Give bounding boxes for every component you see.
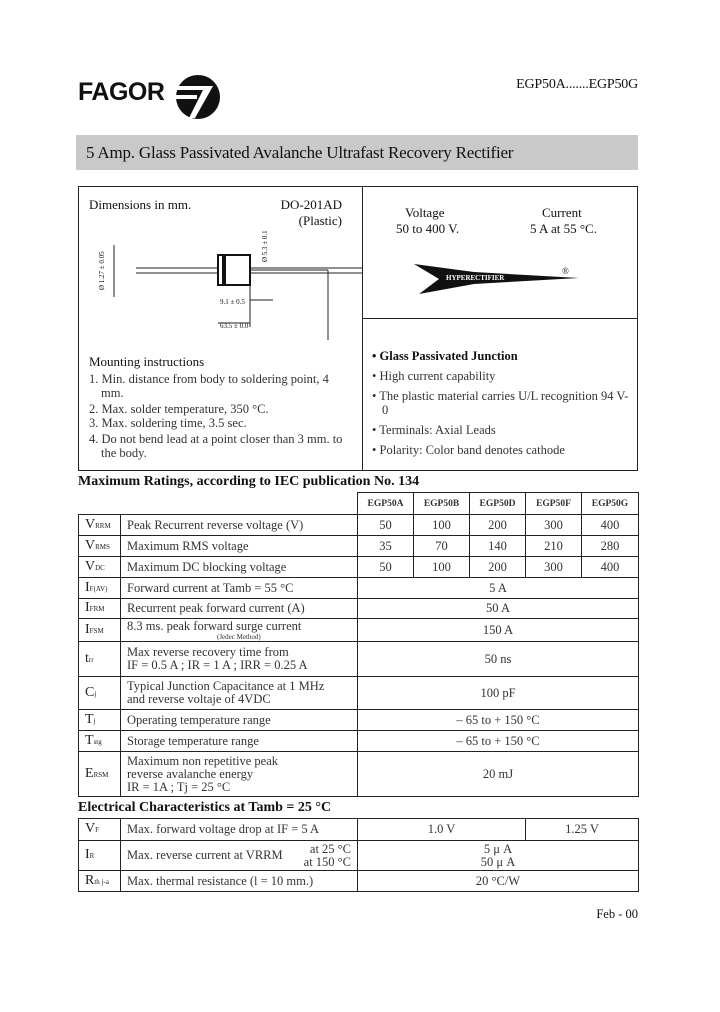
condition: at 25 °C: [309, 841, 351, 856]
mounting-item: 4. Do not bend lead at a point closer than 3 mm. to the body.: [89, 432, 343, 460]
table-row: [79, 599, 639, 619]
page-title: 5 Amp. Glass Passivated Avalanche Ultrafast Recovery Rectifier: [86, 143, 514, 162]
brand-logo: [78, 78, 164, 107]
value-cell: 140: [470, 536, 526, 557]
value-cell: 400: [582, 557, 639, 578]
trademark-text: HYPERECTIFIER: [446, 274, 505, 282]
symbol: t: [85, 650, 89, 666]
table-row: [79, 841, 639, 871]
description-line: IR = 1A ; Tj = 25 °C: [127, 779, 231, 794]
condition: at 150 °C: [303, 854, 351, 869]
value-cell: 50: [358, 515, 414, 536]
symbol-cell: [79, 752, 121, 797]
description-line: IF = 0.5 A ; IR = 1 A ; IRR = 0.25 A: [127, 658, 308, 672]
description-line: (Jedec Method): [217, 632, 261, 641]
mounting-item: 2. Max. solder temperature, 350 °C.: [89, 402, 269, 416]
description: Recurrent peak forward current (A): [127, 601, 305, 615]
symbol-cell: [79, 710, 121, 731]
description-cell: [121, 731, 358, 752]
max-ratings-title: Maximum Ratings, according to IEC publication No. 134: [78, 474, 420, 489]
symbol-subscript: rr: [88, 655, 94, 664]
electrical-title: Electrical Characteristics at Tamb = 25 °C: [78, 800, 332, 815]
part-range: EGP50A.......EGP50G: [516, 77, 638, 92]
description: Max reverse recovery time from: [127, 645, 289, 659]
description-cell: [121, 710, 358, 731]
dim-diameter: Ø 1.27 ± 0.05: [98, 251, 106, 290]
value-cell: 20 mJ: [358, 752, 639, 797]
symbol: E: [85, 765, 94, 781]
symbol: T: [85, 732, 94, 748]
symbol-cell: [79, 677, 121, 710]
table-row: [79, 731, 639, 752]
value-cell: 100: [414, 557, 470, 578]
dim-body-dia: Ø 5.3 ± 0.1: [261, 230, 269, 262]
divider: [362, 318, 638, 319]
dim-body-len: 9.1 ± 0.5: [220, 298, 245, 306]
description: Max. forward voltage drop at IF = 5 A: [127, 822, 320, 836]
value: 5 μ A: [483, 841, 513, 856]
symbol-subscript: F: [95, 826, 100, 834]
table-row: [79, 871, 639, 892]
value-cell: 50: [358, 557, 414, 578]
description: Storage temperature range: [127, 733, 259, 748]
table-row: [79, 557, 639, 578]
title-bar: [76, 135, 638, 170]
value-cell: 1.25 V: [526, 819, 639, 841]
symbol-subscript: F(AV): [89, 584, 108, 593]
symbol-cell: [79, 841, 121, 871]
current-value: 5 A at 55 °C.: [530, 221, 597, 236]
date-footer: Feb - 00: [596, 907, 638, 921]
symbol-subscript: stg: [93, 737, 102, 746]
value-cell: 5 A: [358, 578, 639, 599]
value-cell: 200: [470, 515, 526, 536]
symbol-subscript: DC: [95, 563, 105, 572]
symbol-cell: [79, 619, 121, 642]
symbol-subscript: RSM: [93, 770, 109, 779]
symbol-subscript: j: [94, 689, 97, 698]
features-list: [372, 349, 632, 463]
description-cell: [121, 536, 358, 557]
feature-item: • Terminals: Axial Leads: [372, 423, 496, 437]
value-cell: 400: [582, 515, 639, 536]
symbol: I: [85, 600, 90, 615]
description: Typical Junction Capacitance at 1 MHz: [127, 679, 325, 693]
dimensions-label: Dimensions in mm.: [89, 197, 192, 212]
mounting-item: 1. Min. distance from body to soldering point, 4 mm.: [89, 372, 329, 400]
symbol: I: [85, 621, 90, 637]
value-cell: – 65 to + 150 °C: [358, 731, 639, 752]
value-cell: – 65 to + 150 °C: [358, 710, 639, 731]
mounting-title: Mounting instructions: [89, 354, 205, 369]
symbol: I: [85, 579, 90, 595]
value-cell: 100 pF: [358, 677, 639, 710]
description: Maximum non repetitive peak: [127, 753, 279, 768]
symbol-subscript: FRM: [89, 605, 105, 613]
symbol: V: [85, 821, 96, 836]
value-cell: 200: [470, 557, 526, 578]
symbol: V: [85, 516, 96, 532]
value-cell: 150 A: [358, 619, 639, 642]
symbol-subscript: FSM: [89, 626, 104, 635]
description: Forward current at Tamb = 55 °C: [127, 580, 294, 595]
description-wrap: [127, 843, 351, 869]
symbol-cell: [79, 871, 121, 892]
table-row: [79, 642, 639, 677]
table-row: [79, 578, 639, 599]
description: Operating temperature range: [127, 712, 271, 727]
description: Peak Recurrent reverse voltage (V): [127, 517, 304, 532]
package-name: DO-201AD: [280, 197, 342, 212]
voltage-value: 50 to 400 V.: [396, 221, 460, 236]
value-cell: 300: [526, 557, 582, 578]
symbol-cell: [79, 819, 121, 841]
column-header: EGP50A: [358, 493, 414, 515]
symbol-subscript: RRM: [95, 521, 111, 530]
value-cell: 50 ns: [358, 642, 639, 677]
description: 8.3 ms. peak forward surge current: [127, 618, 302, 633]
table-row: [79, 619, 639, 642]
fagor-logo-icon: [175, 74, 221, 120]
conditions: [304, 843, 351, 869]
column-header: EGP50D: [470, 493, 526, 515]
mounting-item: 3. Max. soldering time, 3.5 sec.: [89, 416, 247, 430]
symbol-cell: [79, 578, 121, 599]
current-label: Current: [542, 205, 582, 220]
value-cell: 1.0 V: [358, 819, 526, 841]
value-cell: 20 °C/W: [358, 871, 639, 892]
description: Max. thermal resistance (l = 10 mm.): [127, 873, 314, 888]
symbol: V: [85, 537, 96, 553]
column-header: EGP50G: [582, 493, 639, 515]
description-cell: [121, 578, 358, 599]
description: Maximum RMS voltage: [127, 538, 249, 553]
column-header: EGP50F: [526, 493, 582, 515]
mounting-list: [89, 372, 351, 462]
description-cell: [121, 619, 358, 642]
value-cell: 70: [414, 536, 470, 557]
table-row: [79, 752, 639, 797]
description-cell: [121, 841, 358, 871]
value-cell: [358, 841, 639, 871]
value-cell: 50 A: [358, 599, 639, 619]
description: Maximum DC blocking voltage: [127, 559, 287, 574]
registered-mark: ®: [562, 266, 569, 276]
table-row: [79, 710, 639, 731]
description-cell: [121, 871, 358, 892]
brand-name: FAGOR: [78, 78, 165, 106]
value-cell: 300: [526, 515, 582, 536]
symbol-cell: [79, 515, 121, 536]
value-cell: 280: [582, 536, 639, 557]
symbol: I: [85, 847, 90, 862]
table-row: [79, 819, 639, 841]
description-cell: [121, 752, 358, 797]
value-cell: 35: [358, 536, 414, 557]
symbol-subscript: j: [93, 716, 96, 725]
description-cell: [121, 557, 358, 578]
feature-item: • Glass Passivated Junction: [372, 349, 518, 363]
table-row: [79, 536, 639, 557]
electrical-table: [78, 818, 639, 892]
feature-item: • High current capability: [372, 369, 496, 383]
value-cell: 210: [526, 536, 582, 557]
feature-item: • Polarity: Color band denotes cathode: [372, 443, 565, 457]
description-cell: [121, 819, 358, 841]
value: 50 μ A: [480, 854, 516, 869]
voltage-label: Voltage: [405, 205, 445, 220]
description-cell: [121, 515, 358, 536]
symbol-cell: [79, 536, 121, 557]
table-row: [79, 515, 639, 536]
divider: [362, 186, 363, 471]
description-cell: [121, 599, 358, 619]
symbol-subscript: R: [89, 852, 95, 860]
description-cell: [121, 677, 358, 710]
description-line: and reverse voltaje of 4VDC: [127, 692, 271, 706]
feature-item: • The plastic material carries U/L recognition 94 V-0: [372, 389, 629, 417]
symbol: V: [85, 558, 96, 574]
symbol: C: [85, 684, 95, 700]
description-line: reverse avalanche energy: [127, 766, 254, 781]
package-type: (Plastic): [298, 213, 342, 228]
max-ratings-table: [78, 492, 639, 797]
symbol-subscript: th j-a: [94, 877, 109, 886]
column-header: EGP50B: [414, 493, 470, 515]
blank-header: [79, 493, 358, 515]
symbol-subscript: RMS: [95, 542, 110, 551]
symbol: T: [85, 711, 94, 727]
value-cell: 100: [414, 515, 470, 536]
symbol-cell: [79, 731, 121, 752]
symbol-cell: [79, 642, 121, 677]
description-cell: [121, 642, 358, 677]
description: Max. reverse current at VRRM: [127, 848, 283, 862]
table-row: [79, 677, 639, 710]
symbol-cell: [79, 599, 121, 619]
symbol: R: [85, 872, 95, 888]
dim-total: 63.5 ± 0.0: [220, 322, 249, 330]
symbol-cell: [79, 557, 121, 578]
header-row: [79, 493, 639, 515]
